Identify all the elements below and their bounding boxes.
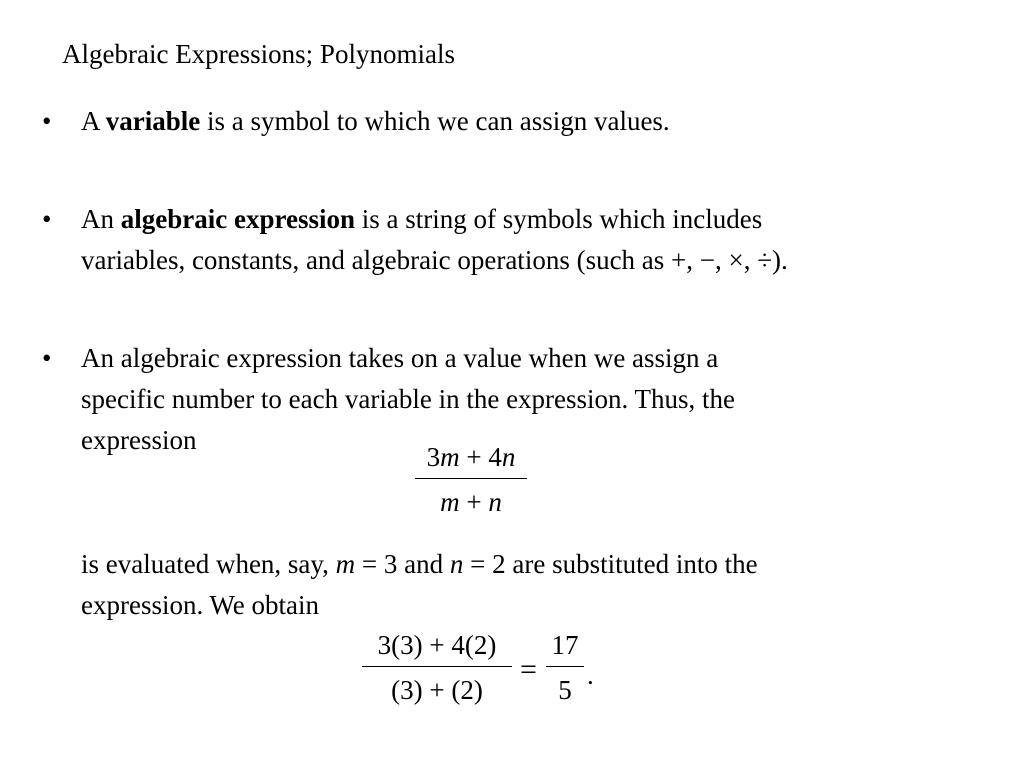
text-fragment: A [81,106,106,136]
fraction-denominator: 5 [558,675,572,705]
text-fragment: is a string of symbols which includes [354,204,763,234]
bullet-line [81,101,992,142]
fraction-denominator [415,485,527,519]
bullet-line: expression [81,425,197,455]
text-fragment: is evaluated when, say, [81,549,336,579]
equals-sign: = [520,653,537,686]
bullet-line [81,199,992,240]
slide-title: Algebraic Expressions; Polynomials [62,39,455,69]
text-fragment: is a symbol to which we can assign values. [200,106,670,136]
fraction-denominator: (3) + (2) [391,675,483,705]
fraction-bar [415,478,527,479]
variable-m: m [335,549,356,579]
variable-m: m [440,487,460,517]
text-fragment: = 2 are substituted into the [463,549,758,579]
bullet-item-variable [42,101,992,142]
paragraph-line [81,544,758,585]
bullet-dot: • [42,343,52,373]
expression-fraction [415,440,527,519]
operator: + 4 [459,442,502,472]
term-algebraic-expression: algebraic expression [120,204,355,234]
bullet-dot: • [42,106,52,136]
fraction-numerator [415,440,527,474]
fraction-bar [546,666,584,667]
bullet-dot: • [42,204,52,234]
variable-n: n [488,487,502,517]
fraction-numerator: 3(3) + 4(2) [377,630,497,660]
evaluation-paragraph [81,544,758,626]
variable-n: n [449,549,464,579]
bullet-line: An algebraic expression takes on a value when we assign a [81,343,719,373]
paragraph-line: expression. We obtain [81,590,320,620]
period: . [587,660,594,690]
numeral: 3 [426,442,441,472]
variable-m: m [440,442,460,472]
fraction-bar [362,666,512,667]
fraction-numerator: 17 [551,630,579,660]
bullet-line: specific number to each variable in the expression. Thus, the [81,384,736,414]
bullet-item-algebraic-expression [42,199,992,281]
variable-n: n [501,442,516,472]
result-lhs-fraction [362,628,512,707]
text-fragment: = 3 and [355,549,450,579]
text-fragment: An [81,204,121,234]
result-rhs-fraction [546,628,584,707]
operator: + [459,487,489,517]
term-variable: variable [105,106,201,136]
bullet-line: variables, constants, and algebraic operations (such as +, −, ×, ÷). [81,245,788,275]
